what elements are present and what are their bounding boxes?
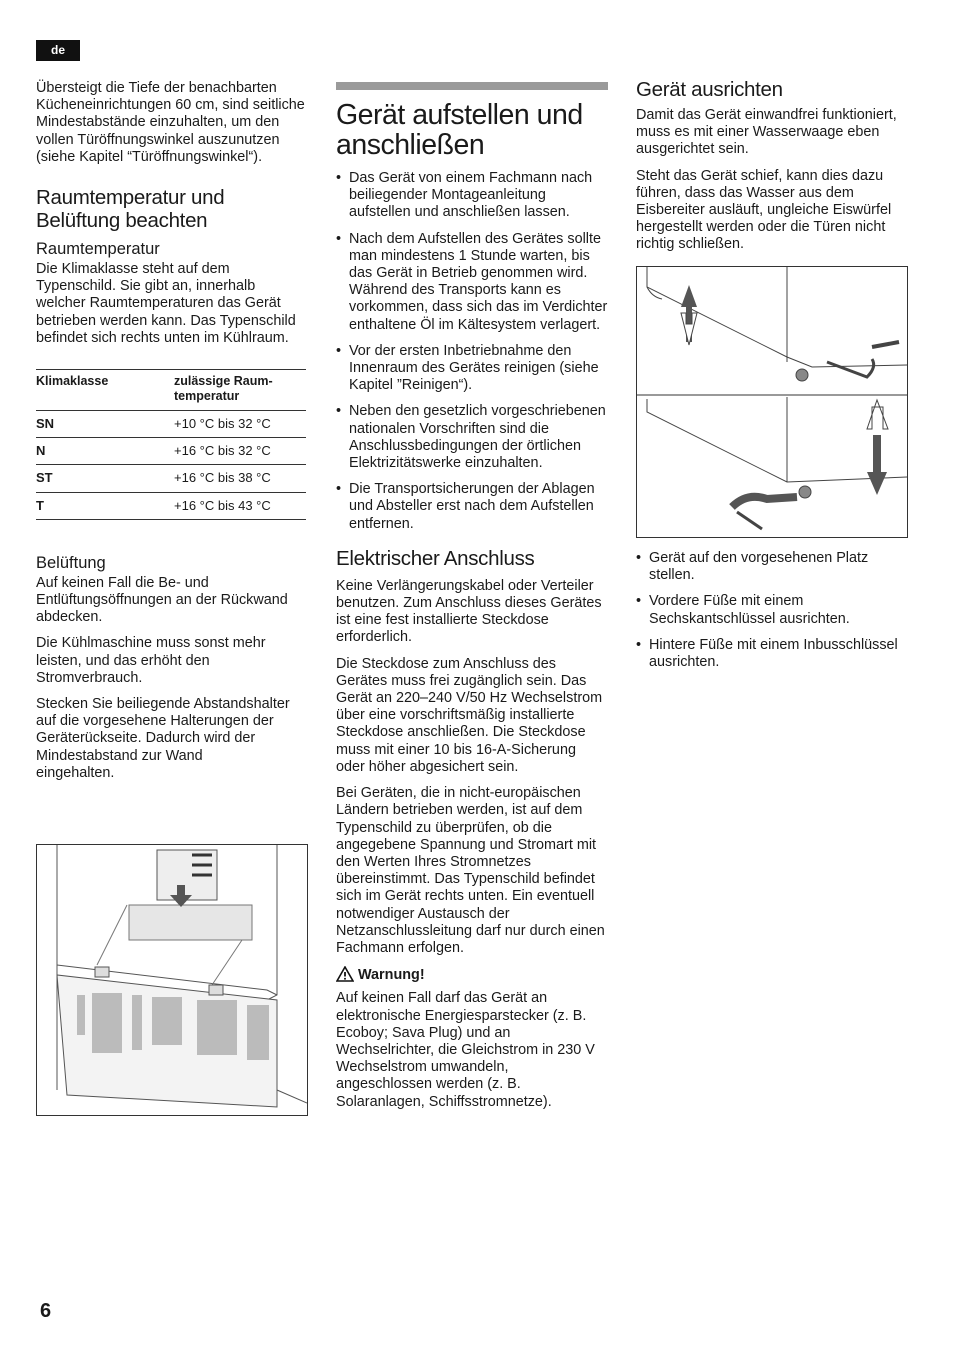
section-heading-electrical: Elektrischer Anschluss bbox=[336, 546, 535, 570]
climate-class-code: ST bbox=[36, 465, 174, 492]
electrical-paragraph-1: Keine Verlängerungskabel oder Verteiler benutzen. Zum Anschluss dieses Gerätes ist eine fest installierte Steckdose erforderlich. bbox=[336, 577, 602, 646]
table-header-row bbox=[36, 370, 306, 411]
climate-class-code: SN bbox=[36, 411, 174, 438]
leveling-paragraph-2: Steht das Gerät schief, kann dies dazu führen, dass das Wasser aus dem Eisbereiter ausläuft, ungleiche Eiswürfel hergestellt werden oder die Türen nicht richtig schließen. bbox=[636, 167, 892, 253]
warning-heading bbox=[336, 966, 608, 987]
ventilation-paragraph-3-end: eingehalten. bbox=[36, 764, 115, 781]
column-left bbox=[36, 80, 308, 782]
language-badge: de bbox=[36, 40, 80, 61]
climate-class-code: N bbox=[36, 438, 174, 465]
ventilation-paragraph-2: Die Kühlmaschine muss sonst mehr leisten, und das erhöht den Stromverbrauch. bbox=[36, 635, 266, 686]
intro-paragraph: Übersteigt die Tiefe der benachbarten Kücheneinrichtungen 60 cm, sind seitliche Mindestabstände einzuhalten, um den vollen Türöffnungswinkel auszunutzen (siehe Kapitel “Türöffnungswinkel“). bbox=[36, 80, 305, 165]
climate-class-code: T bbox=[36, 492, 174, 519]
table-row bbox=[36, 492, 306, 519]
list-item: • Das Gerät von einem Fachmann nach beiliegender Montageanleitung aufstellen und anschließen lassen. bbox=[336, 170, 608, 222]
ventilation-paragraph-3-main: Stecken Sie beiliegende Abstandshalter auf die vorgesehene Halterungen der Geräterückseite. Dadurch wird der Mindestabstand zur Wand bbox=[36, 696, 290, 764]
list-item: • Vordere Füße mit einem Sechskantschlüssel ausrichten. bbox=[636, 593, 916, 627]
table-header-climate-class: Klimaklasse bbox=[36, 370, 174, 411]
section-heading-room-temp-ventilation: Raumtemperatur und Belüftung beachten bbox=[36, 186, 225, 233]
ventilation-paragraph-3 bbox=[36, 696, 308, 782]
list-item: • Nach dem Aufstellen des Gerätes sollte man mindestens 1 Stunde warten, bis das Gerät in Betrieb genommen wird. Während des Transports kann es vorkommen, dass sich das im Verdichter enthaltene Öl im Kältesystem verlagert. bbox=[336, 231, 608, 334]
subheading-ventilation: Belüftung bbox=[36, 553, 106, 572]
section-divider-bar bbox=[336, 82, 608, 90]
temperature-range: +16 °C bis 32 °C bbox=[174, 438, 306, 465]
climate-class-table bbox=[36, 369, 306, 520]
warning-label: Warnung! bbox=[358, 967, 425, 984]
room-temperature-paragraph: Die Klimaklasse steht auf dem Typenschild. Sie gibt an, innerhalb welcher Raumtemperaturen das Gerät betrieben werden kann. Das Typenschild befindet sich rechts unten im Kühlraum. bbox=[36, 261, 296, 346]
list-item: • Hintere Füße mit einem Inbusschlüssel ausrichten. bbox=[636, 637, 916, 671]
main-title-line-2: anschließen bbox=[336, 129, 485, 161]
main-title bbox=[336, 100, 608, 160]
leveling-steps bbox=[636, 550, 916, 681]
table-row bbox=[36, 465, 306, 492]
column-right bbox=[636, 78, 916, 263]
leveling-bullet-list bbox=[636, 550, 916, 671]
leveling-feet-drawing bbox=[637, 267, 907, 537]
list-item: • Vor der ersten Inbetriebnahme den Innenraum des Gerätes reinigen (siehe Kapitel ”Reinigen“). bbox=[336, 343, 608, 395]
list-item: • Neben den gesetzlich vorgeschriebenen nationalen Vorschriften sind die Anschlussbedingungen der örtlichen Elektrizitätswerke einzuhalten. bbox=[336, 403, 608, 472]
temperature-range: +16 °C bis 43 °C bbox=[174, 492, 306, 519]
section-heading-leveling: Gerät ausrichten bbox=[636, 78, 783, 101]
table-header-room-temperature: zulässige Raum- temperatur bbox=[174, 370, 306, 411]
table-row bbox=[36, 438, 306, 465]
setup-bullet-list bbox=[336, 170, 608, 533]
leveling-paragraph-1: Damit das Gerät einwandfrei funktioniert, muss es mit einer Wasserwaage eben ausgerichtet sein. bbox=[636, 107, 897, 158]
subheading-room-temperature: Raumtemperatur bbox=[36, 240, 160, 259]
rear-wall-spacer-illustration bbox=[36, 844, 308, 1116]
leveling-feet-illustration bbox=[636, 266, 908, 538]
electrical-paragraph-3: Bei Geräten, die in nicht-europäischen Ländern betrieben werden, ist auf dem Typenschild zu überprüfen, ob die angegebene Spannung und Stromart mit den Werten Ihres Stromnetzes übereinstimmt. Das Typenschild befindet sich im Gerät rechts unten. Ein eventuell notwendiger Austausch der Netzanschlussleitung darf nur durch einen Fachmann erfolgen. bbox=[336, 785, 605, 956]
temperature-range: +16 °C bis 38 °C bbox=[174, 465, 306, 492]
temperature-range: +10 °C bis 32 °C bbox=[174, 411, 306, 438]
rear-panel-drawing bbox=[37, 845, 307, 1115]
warning-triangle-icon bbox=[336, 966, 354, 987]
warning-text: Auf keinen Fall darf das Gerät an elektronische Energiesparstecker (z. B. Ecoboy; Sava Plug) und an Wechselrichter, die Gleichstrom in 230 V Wechselstrom umwandeln, angeschlossen werden (z. B. Solaranlagen, Schiffsstromnetze). bbox=[336, 990, 595, 1110]
ventilation-paragraph-1: Auf keinen Fall die Be- und Entlüftungsöffnungen an der Rückwand abdecken. bbox=[36, 574, 288, 626]
column-middle bbox=[336, 82, 608, 1120]
table-row bbox=[36, 411, 306, 438]
page-number: 6 bbox=[40, 1300, 52, 1322]
main-title-line-1: Gerät aufstellen und bbox=[336, 99, 583, 131]
list-item: • Gerät auf den vorgesehenen Platz stellen. bbox=[636, 550, 916, 584]
electrical-paragraph-2: Die Steckdose zum Anschluss des Gerätes muss frei zugänglich sein. Das Gerät an 220–240 V/50 Hz Wechselstrom über eine vorschriftsmäßig installierte Steckdose anschließen. Die Steckdose muss mit einer 10 bis 16-A-Sicherung oder höher abgesichert sein. bbox=[336, 655, 603, 775]
list-item: • Die Transportsicherungen der Ablagen und Absteller erst nach dem Aufstellen entfernen. bbox=[336, 481, 608, 533]
